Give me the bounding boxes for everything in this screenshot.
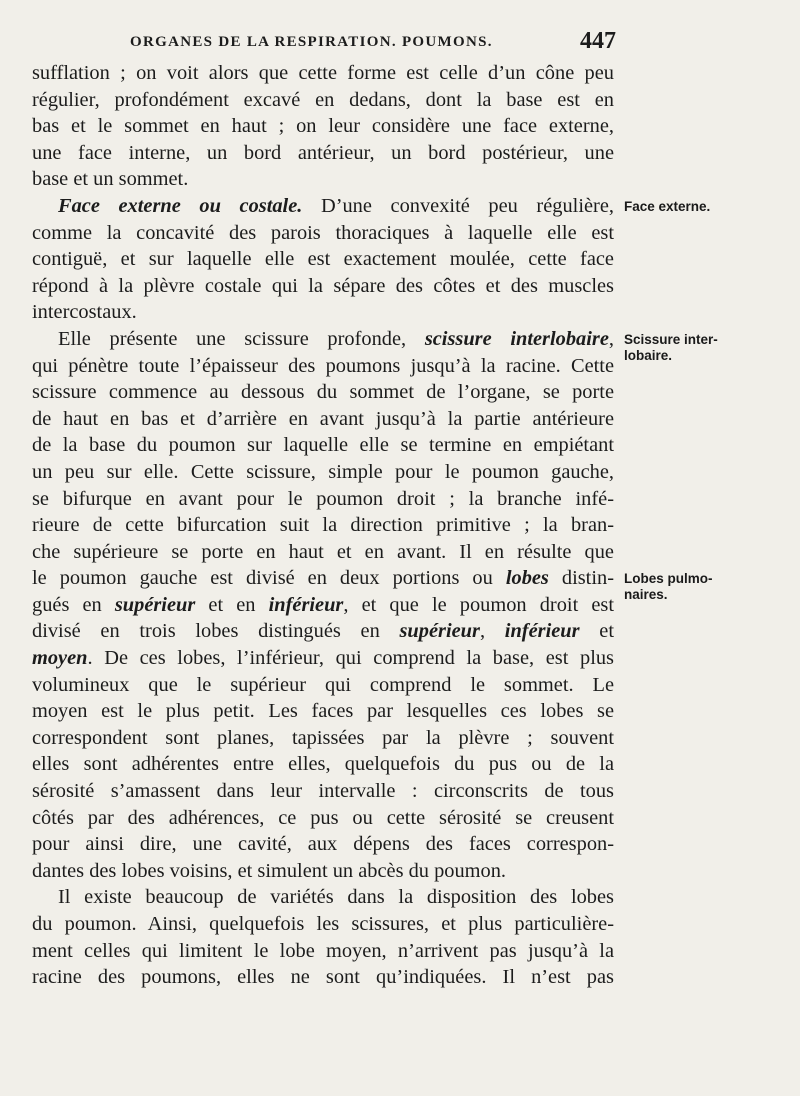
margin-note-line: lobaire. (624, 348, 673, 363)
text-run: du poumon. Ainsi, quelquefois les scissures, et plus particulière- (32, 913, 614, 935)
text-run: divisé en trois lobes distingués en (32, 620, 400, 643)
text-line (32, 698, 614, 725)
text-line (32, 964, 614, 991)
italic-term: Face externe ou costale. (58, 194, 303, 217)
italic-term: inférieur (504, 620, 580, 643)
text-run: et (579, 620, 614, 643)
page-header (38, 28, 616, 58)
text-run: rieure de cette bifurcation suit la direction primitive ; la bran- (32, 514, 614, 537)
margin-note-line: naires. (624, 587, 668, 603)
text-line (32, 672, 614, 699)
text-run: bas et le sommet en haut ; on leur considère une face externe, (32, 115, 614, 138)
text-run: et en (195, 593, 269, 616)
text-run: , (608, 327, 614, 350)
margin-note (624, 199, 710, 215)
text-line (32, 805, 614, 832)
text-line (32, 113, 614, 140)
italic-term: supérieur (399, 620, 480, 643)
text-line (32, 87, 614, 114)
italic-term: inférieur (268, 593, 344, 616)
text-run: comme la concavité des parois thoraciques à laquelle elle est (32, 221, 614, 244)
text-run: régulier, profondément excavé en dedans, dont la base est en (32, 88, 614, 111)
text-line (32, 459, 614, 486)
text-line (32, 379, 614, 406)
text-line (32, 193, 614, 220)
margin-note-line: Lobes pulmo- (624, 571, 713, 587)
text-run: . De ces lobes, l’inférieur, qui comprend la base, est plus (87, 647, 614, 670)
text-run: gués en (32, 593, 115, 616)
text-run: qui pénètre toute l’épaisseur des poumons jusqu’à la racine. Cette (32, 354, 614, 377)
text-run: Il existe beaucoup de variétés dans la disposition des lobes (58, 886, 614, 909)
text-run: pour ainsi dire, une cavité, aux dépens des faces correspon- (32, 833, 614, 856)
text-run: distin- (548, 567, 614, 590)
text-line (32, 406, 614, 433)
text-line (32, 831, 614, 858)
text-run: de haut en bas et d’arrière en avant jusqu’à la partie antérieure (32, 407, 614, 430)
text-line (32, 273, 614, 300)
margin-note (624, 332, 718, 364)
text-run: correspondent sont planes, tapissées par la plèvre ; souvent (32, 726, 614, 749)
italic-term: moyen (32, 647, 88, 670)
text-run: de la base du poumon sur laquelle elle se termine en empiétant (32, 434, 614, 457)
text-line (32, 911, 614, 938)
text-run: se bifurque en avant pour le poumon droit ; la branche infé- (32, 487, 614, 510)
text-line (32, 938, 614, 965)
text-line (32, 353, 614, 380)
running-head: ORGANES DE LA RESPIRATION. POUMONS. (130, 34, 493, 50)
text-line (32, 166, 614, 193)
text-run: répond à la plèvre costale qui la sépare des côtes et des muscles (32, 274, 614, 297)
text-line (32, 60, 614, 87)
text-run: racine des poumons, elles ne sont qu’indiquées. Il n’est pas (32, 966, 614, 989)
text-run: sérosité s’amassent dans leur intervalle : circonscrits de tous (32, 780, 614, 803)
margin-note-line: Face externe. (624, 199, 711, 214)
text-run: , (479, 620, 505, 643)
text-line (32, 326, 614, 353)
text-run: che supérieure se porte en haut et en avant. Il en résulte que (32, 540, 614, 563)
italic-term: supérieur (114, 593, 196, 616)
text-run: Elle présente une scissure profonde, (58, 327, 425, 350)
text-run: volumineux que le supérieur qui comprend le sommet. Le (32, 673, 614, 696)
text-run: dantes des lobes voisins, et simulent un abcès du poumon. (32, 859, 507, 882)
text-line (32, 512, 614, 539)
text-run: ment celles qui limitent le lobe moyen, n’arrivent pas jusqu’à la (32, 939, 614, 962)
margin-note (624, 571, 713, 603)
text-run: moyen est le plus petit. Les faces par lesquelles ces lobes se (32, 700, 614, 723)
italic-term: scissure interlobaire (424, 327, 609, 350)
text-line (32, 884, 614, 911)
text-run: elles sont adhérentes entre elles, quelquefois du pus ou de la (32, 753, 614, 776)
text-line (32, 220, 614, 247)
text-line (32, 432, 614, 459)
text-run: sufflation ; on voit alors que cette forme est celle d’un cône peu (32, 62, 614, 84)
text-line (32, 778, 614, 805)
text-run: côtés par des adhérences, ce pus ou cette sérosité se creusent (32, 806, 614, 829)
text-run: intercostaux. (32, 301, 137, 324)
text-line (32, 592, 614, 619)
text-run: , et que le poumon droit est (343, 593, 614, 616)
text-run: base et un sommet. (32, 168, 189, 191)
text-run: une face interne, un bord antérieur, un bord postérieur, une (32, 141, 614, 164)
italic-term: lobes (505, 567, 549, 590)
text-line (32, 858, 614, 885)
text-line (32, 539, 614, 566)
text-line (32, 486, 614, 513)
text-run: D’une convexité peu régulière, (302, 194, 614, 217)
text-run: le poumon gauche est divisé en deux portions ou (32, 567, 506, 590)
text-run: contiguë, et sur laquelle elle est exactement moulée, cette face (32, 248, 614, 271)
text-line (32, 246, 614, 273)
text-line (32, 565, 614, 592)
text-line (32, 618, 614, 645)
text-line (32, 751, 614, 778)
page-number: 447 (580, 28, 616, 54)
text-line (32, 299, 614, 326)
text-run: scissure commence au dessous du sommet de l’organe, se porte (32, 381, 614, 404)
text-line (32, 725, 614, 752)
body-text (32, 60, 614, 991)
text-run: un peu sur elle. Cette scissure, simple pour le poumon gauche, (32, 460, 614, 483)
margin-note-line: Scissure inter- (624, 332, 718, 347)
text-line (32, 140, 614, 167)
text-line (32, 645, 614, 672)
